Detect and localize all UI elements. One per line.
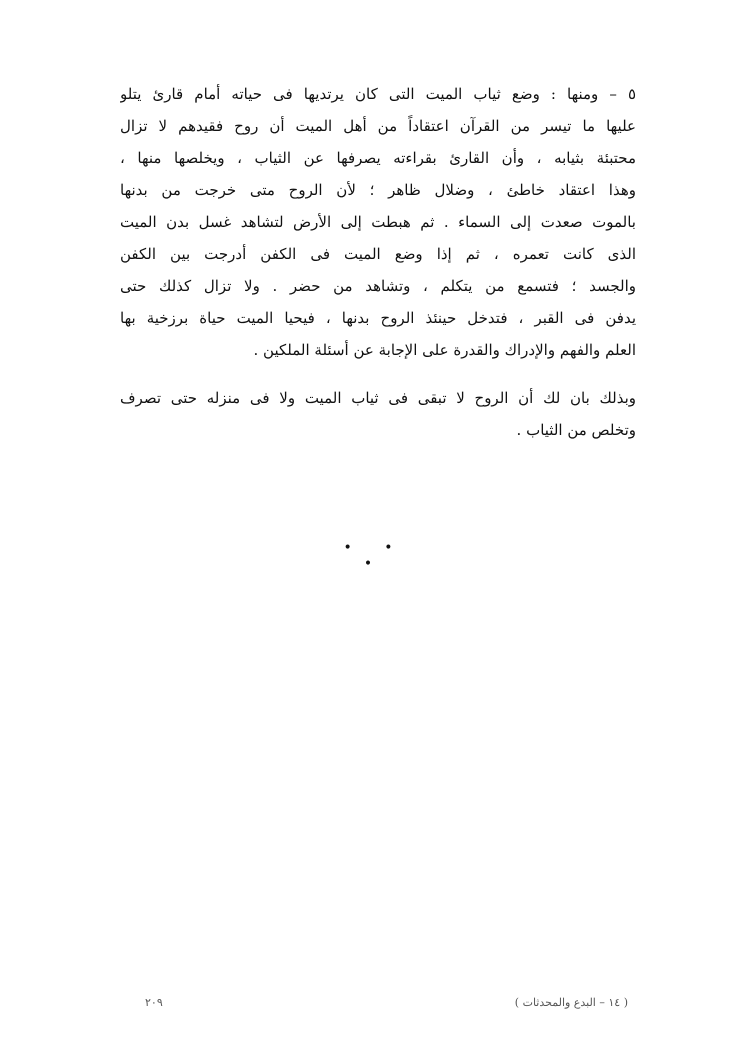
text-line: عليها ما تيسر من القرآن اعتقاداً من أهل الميت أن روح فقيدهم لا تزال: [120, 117, 636, 135]
text-line: محتبئة بثيابه ، وأن القارئ بقراءته يصرفها عن الثياب ، ويخلصها منها ،: [120, 149, 636, 167]
footer-book-title: ( ١٤ – البدع والمحدثات ): [514, 996, 628, 1009]
text-line: بالموت صعدت إلى السماء . ثم هبطت إلى الأرض لتشاهد غسل بدن الميت: [120, 213, 636, 231]
text-line: وبذلك بان لك أن الروح لا تبقى فى ثياب الميت ولا فى منزله حتى تصرف: [120, 389, 636, 407]
paragraph-2: [120, 382, 636, 446]
page-number: ٢٠٩: [145, 996, 163, 1009]
text-line: ٥ – ومنها : وضع ثياب الميت التى كان يرتديها فى حياته أمام قارئ يتلو: [120, 85, 636, 103]
text-line: وهذا اعتقاد خاطئ ، وضلال ظاهر ؛ لأن الروح متى خرجت من بدنها: [120, 181, 636, 199]
text-line: وتخلص من الثياب .: [516, 421, 636, 439]
text-line: العلم والفهم والإدراك والقدرة على الإجابة عن أسئلة الملكين .: [253, 341, 636, 359]
text-line: الذى كانت تعمره ، ثم إذا وضع الميت فى الكفن أدرجت بين الكفن: [120, 245, 636, 263]
section-separator: • • •: [343, 540, 407, 572]
text-line: يدفن فى القبر ، فتدخل حينئذ الروح بدنها ، فيحيا الميت حياة برزخية بها: [120, 309, 636, 327]
text-line: والجسد ؛ فتسمع من يتكلم ، وتشاهد من حضر . ولا تزال كذلك حتى: [120, 277, 636, 295]
paragraph-1: [120, 78, 636, 366]
